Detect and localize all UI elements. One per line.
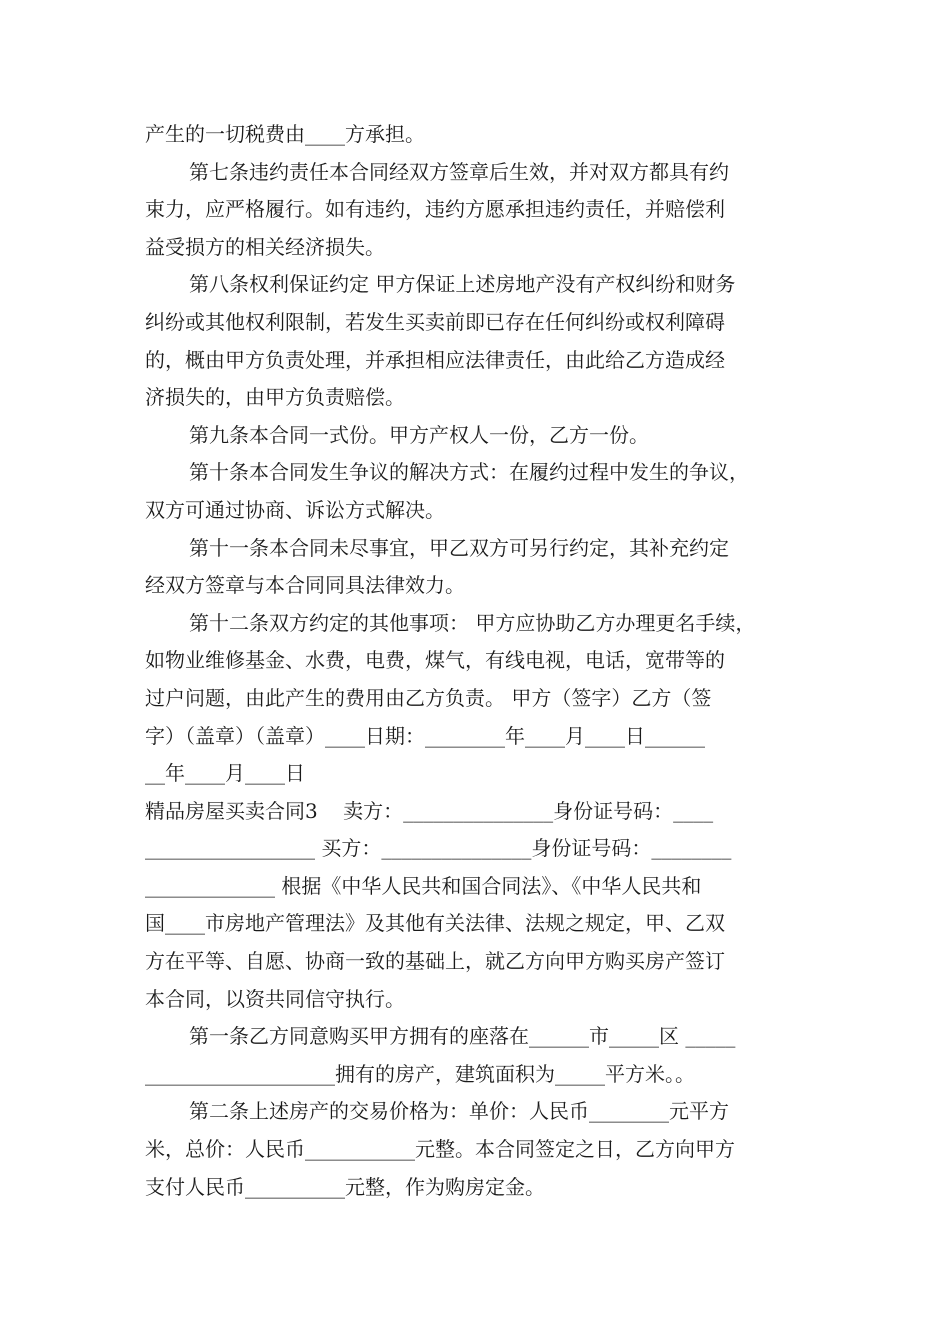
text-line: 第一条乙方同意购买甲方拥有的座落在______市_____区 _____ <box>189 1024 736 1049</box>
text-line: 第二条上述房产的交易价格为：单价：人民币________元平方 <box>189 1099 729 1124</box>
text-line: 精品房屋买卖合同3 卖方：_______________身份证号码：____ <box>145 798 714 823</box>
contract-body <box>145 116 807 1206</box>
text-line: 束力，应严格履行。如有违约，违约方愿承担违约责任，并赔偿利 <box>145 197 725 222</box>
text-line: 第七条违约责任本合同经双方签章后生效，并对双方都具有约 <box>189 159 729 184</box>
text-line: 米，总价：人民币___________元整。本合同签定之日，乙方向甲方 <box>145 1137 735 1162</box>
text-line: 双方可通过协商、诉讼方式解决。 <box>145 497 445 522</box>
text-line: 益受损方的相关经济损失。 <box>145 234 385 259</box>
text-line: 纠纷或其他权利限制，若发生买卖前即已存在任何纠纷或权利障碍 <box>145 309 725 334</box>
text-line: __年____月____日 <box>145 761 305 786</box>
text-line: 本合同，以资共同信守执行。 <box>145 986 405 1011</box>
text-line: 方在平等、自愿、协商一致的基础上，就乙方向甲方购买房产签订 <box>145 949 725 974</box>
text-line: 如物业维修基金、水费，电费，煤气，有线电视，电话，宽带等的 <box>145 648 725 673</box>
text-line: 第十条本合同发生争议的解决方式：在履约过程中发生的争议， <box>189 460 749 485</box>
text-line: 济损失的，由甲方负责赔偿。 <box>145 385 405 410</box>
text-line: 字）（盖章）（盖章）____日期：________年____月____日______ <box>145 723 705 748</box>
text-line: 第九条本合同一式份。甲方产权人一份，乙方一份。 <box>189 422 649 447</box>
text-line: 第十二条双方约定的其他事项： 甲方应协助乙方办理更名手续， <box>189 610 756 635</box>
text-line: 国____市房地产管理法》及其他有关法律、法规之规定，甲、乙双 <box>145 911 725 936</box>
text-line: 过户问题，由此产生的费用由乙方负责。 甲方（签字）乙方（签 <box>145 685 712 710</box>
text-line: 产生的一切税费由____方承担。 <box>145 122 425 146</box>
text-line: _________________ 买方：_______________身份证号码：________ <box>145 836 732 861</box>
text-line: 第十一条本合同未尽事宜，甲乙双方可另行约定，其补充约定 <box>189 535 729 560</box>
text-line: 第八条权利保证约定 甲方保证上述房地产没有产权纠纷和财务 <box>189 272 736 297</box>
text-line: ___________________拥有的房产，建筑面积为_____平方米。。 <box>145 1061 695 1086</box>
text-line: _____________ 根据《中华人民共和国合同法》、《中华人民共和 <box>145 873 702 898</box>
text-line: 支付人民币__________元整，作为购房定金。 <box>145 1174 545 1199</box>
text-line: 的，概由甲方负责处理，并承担相应法律责任，由此给乙方造成经 <box>145 347 725 372</box>
text-line: 经双方签章与本合同同具法律效力。 <box>145 573 465 598</box>
